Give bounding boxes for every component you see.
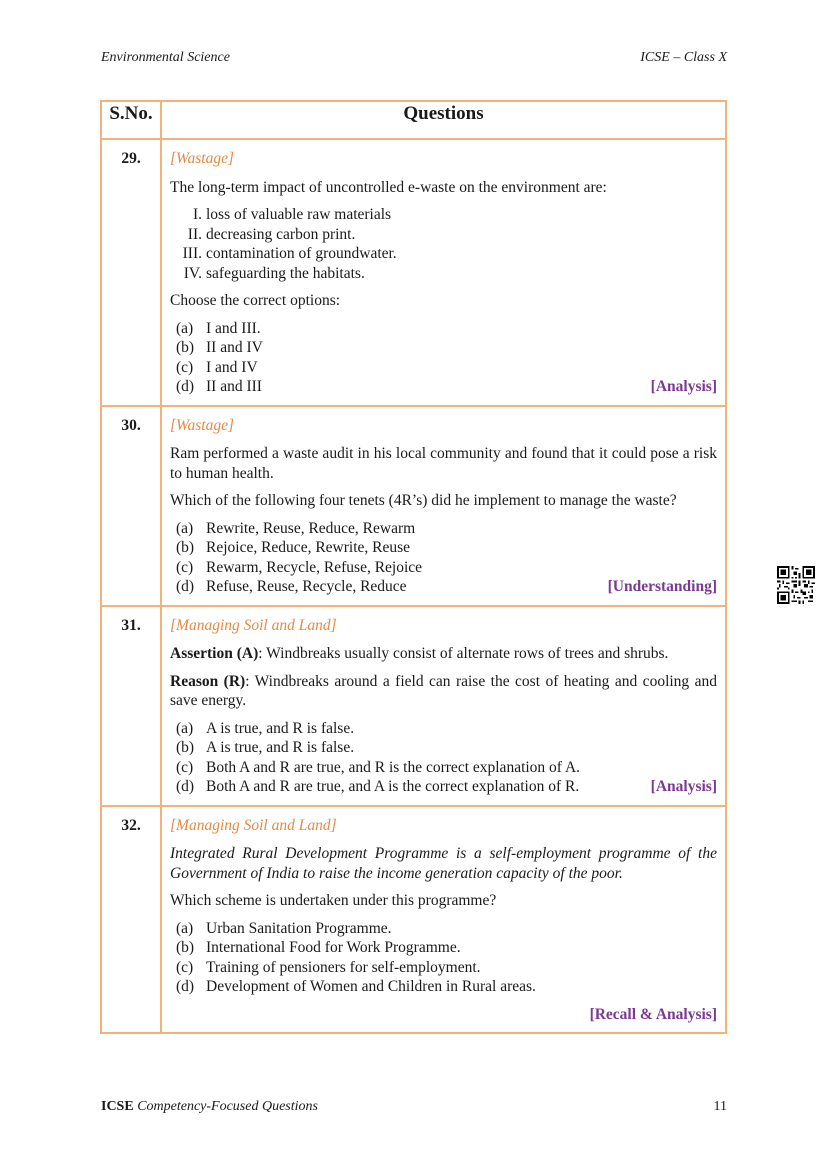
list-item — [170, 225, 717, 245]
qr-code-icon — [777, 566, 815, 604]
option-item — [170, 338, 717, 358]
running-header-subject: Environmental Science — [101, 50, 230, 65]
option-text: International Food for Work Programme. — [206, 939, 461, 956]
option-marker: (b) — [176, 939, 195, 956]
option-marker: (d) — [176, 978, 195, 995]
option-item — [170, 938, 717, 958]
option-list — [170, 919, 717, 997]
option-marker: (c) — [176, 558, 194, 576]
option-marker: (b) — [176, 739, 195, 756]
option-marker: (c) — [176, 958, 194, 976]
questions-table — [100, 100, 727, 1034]
col-header-sno: S.No. — [101, 101, 161, 139]
table-row — [101, 806, 726, 1034]
option-marker: (d) — [176, 378, 195, 395]
option-text: A is true, and R is false. — [206, 719, 355, 737]
table-row — [101, 606, 726, 806]
footer-title — [101, 1099, 318, 1115]
col-header-questions: Questions — [161, 101, 726, 139]
option-marker: (a) — [176, 719, 194, 737]
topic-tag: [Wastage] — [170, 150, 235, 167]
option-marker: (a) — [176, 519, 194, 537]
option-marker: (b) — [176, 339, 195, 356]
option-list — [170, 519, 717, 597]
assertion-text: : Windbreaks usually consist of alternate rows of trees and shrubs. — [258, 645, 669, 662]
question-number: 29. — [101, 139, 161, 406]
option-text: A is true, and R is false. — [206, 739, 355, 756]
option-item — [170, 777, 717, 797]
option-text: Both A and R are true, and R is the correct explanation of A. — [206, 758, 581, 776]
option-item — [170, 758, 717, 778]
page-number: 11 — [713, 1099, 727, 1114]
option-text: II and III — [206, 378, 262, 395]
option-item — [170, 919, 717, 939]
option-marker: (d) — [176, 578, 195, 595]
reason-text: : Windbreaks around a field can raise the cost of heating and cooling and save energy. — [170, 672, 717, 709]
table-row — [101, 406, 726, 606]
option-marker: (c) — [176, 358, 194, 376]
assertion-label: Assertion (A) — [170, 645, 259, 662]
reason — [170, 672, 717, 711]
option-text: I and IV — [206, 358, 258, 376]
topic-tag: [Managing Soil and Land] — [170, 616, 337, 634]
topic-tag: [Managing Soil and Land] — [170, 816, 337, 834]
option-text: Training of pensioners for self-employment. — [206, 958, 481, 976]
question-body — [161, 139, 726, 406]
question-stem: The long-term impact of uncontrolled e-waste on the environment are: — [170, 178, 607, 196]
statement-list — [170, 205, 717, 283]
footer-subtitle: Competency-Focused Questions — [137, 1099, 318, 1114]
item-text: contamination of groundwater. — [206, 245, 397, 262]
option-item — [170, 977, 717, 997]
option-marker: (b) — [176, 539, 195, 556]
question-number: 31. — [101, 606, 161, 806]
item-marker: II. — [187, 225, 202, 243]
topic-tag: [Wastage] — [170, 416, 235, 434]
option-item — [170, 958, 717, 978]
item-marker: I. — [192, 206, 202, 223]
option-item — [170, 558, 717, 578]
option-marker: (c) — [176, 758, 194, 776]
list-item — [170, 205, 717, 225]
item-marker: IV. — [183, 264, 202, 282]
question-prompt: Choose the correct options: — [170, 292, 341, 309]
assertion — [170, 644, 717, 664]
question-prompt: Which of the following four tenets (4R’s) did he implement to manage the waste? — [170, 492, 677, 509]
list-item — [170, 244, 717, 264]
option-marker: (a) — [176, 919, 194, 937]
question-number: 30. — [101, 406, 161, 606]
running-header-class: ICSE – Class X — [640, 50, 727, 65]
option-list — [170, 719, 717, 797]
table-row — [101, 139, 726, 406]
question-stem: Integrated Rural Development Programme is a self-employment programme of the Government of India to raise the income generation capacity of the poor. — [170, 845, 717, 882]
option-marker: (a) — [176, 319, 194, 337]
option-text: I and III. — [206, 319, 261, 337]
option-text: Urban Sanitation Programme. — [206, 919, 392, 937]
item-marker: III. — [182, 245, 202, 262]
cognitive-level-badge: [Analysis] — [650, 378, 717, 395]
cognitive-level-badge: [Analysis] — [650, 778, 717, 795]
option-item — [170, 358, 717, 378]
reason-label: Reason (R) — [170, 672, 246, 690]
question-number: 32. — [101, 806, 161, 1034]
option-item — [170, 319, 717, 339]
option-text: II and IV — [206, 339, 263, 356]
option-item — [170, 519, 717, 539]
cognitive-level-badge: [Understanding] — [607, 578, 717, 595]
option-item — [170, 538, 717, 558]
question-prompt: Which scheme is undertaken under this programme? — [170, 892, 497, 909]
option-text: Rewarm, Recycle, Refuse, Rejoice — [206, 558, 423, 576]
question-body — [161, 606, 726, 806]
option-list — [170, 319, 717, 397]
question-body — [161, 406, 726, 606]
option-text: Both A and R are true, and A is the correct explanation of R. — [206, 778, 580, 795]
option-text: Rewrite, Reuse, Reduce, Rewarm — [206, 519, 416, 537]
option-item — [170, 719, 717, 739]
item-text: decreasing carbon print. — [206, 225, 356, 243]
table-header-row — [101, 101, 726, 139]
list-item — [170, 264, 717, 284]
option-item — [170, 577, 717, 597]
item-text: loss of valuable raw materials — [206, 206, 392, 223]
footer-brand: ICSE — [101, 1099, 134, 1114]
cognitive-level-badge: [Recall & Analysis] — [589, 1005, 717, 1023]
option-item — [170, 738, 717, 758]
option-text: Rejoice, Reduce, Rewrite, Reuse — [206, 539, 411, 556]
question-body — [161, 806, 726, 1034]
option-marker: (d) — [176, 778, 195, 795]
question-stem: Ram performed a waste audit in his local community and found that it could pose a risk to human health. — [170, 445, 717, 482]
option-text: Refuse, Reuse, Recycle, Reduce — [206, 578, 407, 595]
item-text: safeguarding the habitats. — [206, 264, 365, 282]
option-text: Development of Women and Children in Rural areas. — [206, 978, 536, 995]
option-item — [170, 377, 717, 397]
